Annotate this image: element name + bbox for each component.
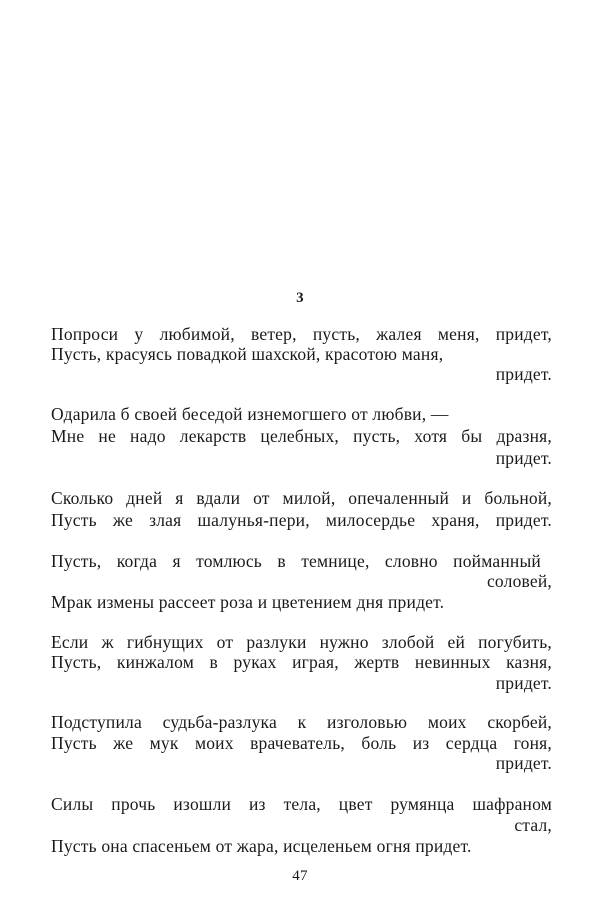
- verse-line: Подступила судьба-разлука к изголовью моих скорбей,: [51, 712, 552, 732]
- verse-line: Силы прочь изошли из тела, цвет румянца шафраном: [51, 794, 552, 814]
- page-number: 47: [292, 868, 308, 884]
- verse-line: Попроси у любимой, ветер, пусть, жалея меня, придет,: [51, 324, 552, 344]
- verse-line: Мне не надо лекарств целебных, пусть, хотя бы дразня,: [51, 426, 552, 446]
- verse-line: придет.: [495, 364, 552, 384]
- verse-line: стал,: [514, 815, 552, 835]
- verse-line: придет.: [495, 673, 552, 693]
- poem-number: 3: [296, 290, 304, 306]
- verse-line: Если ж гибнущих от разлуки нужно злобой ей погубить,: [51, 632, 552, 652]
- verse-line: Пусть, когда я томлюсь в темнице, словно пойманный: [51, 551, 541, 571]
- verse-line: Одарила б своей беседой изнемогшего от любви, —: [51, 404, 449, 424]
- verse-line: придет.: [495, 448, 552, 468]
- verse-line: Пусть же злая шалунья-пери, милосердье храня, придет.: [51, 510, 552, 530]
- verse-line: Пусть же мук моих врачеватель, боль из сердца гоня,: [51, 733, 552, 753]
- verse-line: Пусть, красуясь повадкой шахской, красотою маня,: [51, 344, 444, 364]
- verse-line: Мрак измены рассеет роза и цветением дня придет.: [51, 592, 445, 612]
- verse-line: придет.: [495, 753, 552, 773]
- verse-line: Сколько дней я вдали от милой, опечаленный и больной,: [51, 488, 552, 508]
- verse-line: Пусть, кинжалом в руках играя, жертв невинных казня,: [51, 652, 552, 672]
- verse-line: соловей,: [486, 571, 552, 591]
- verse-line: Пусть она спасеньем от жара, исцеленьем огня придет.: [51, 836, 472, 856]
